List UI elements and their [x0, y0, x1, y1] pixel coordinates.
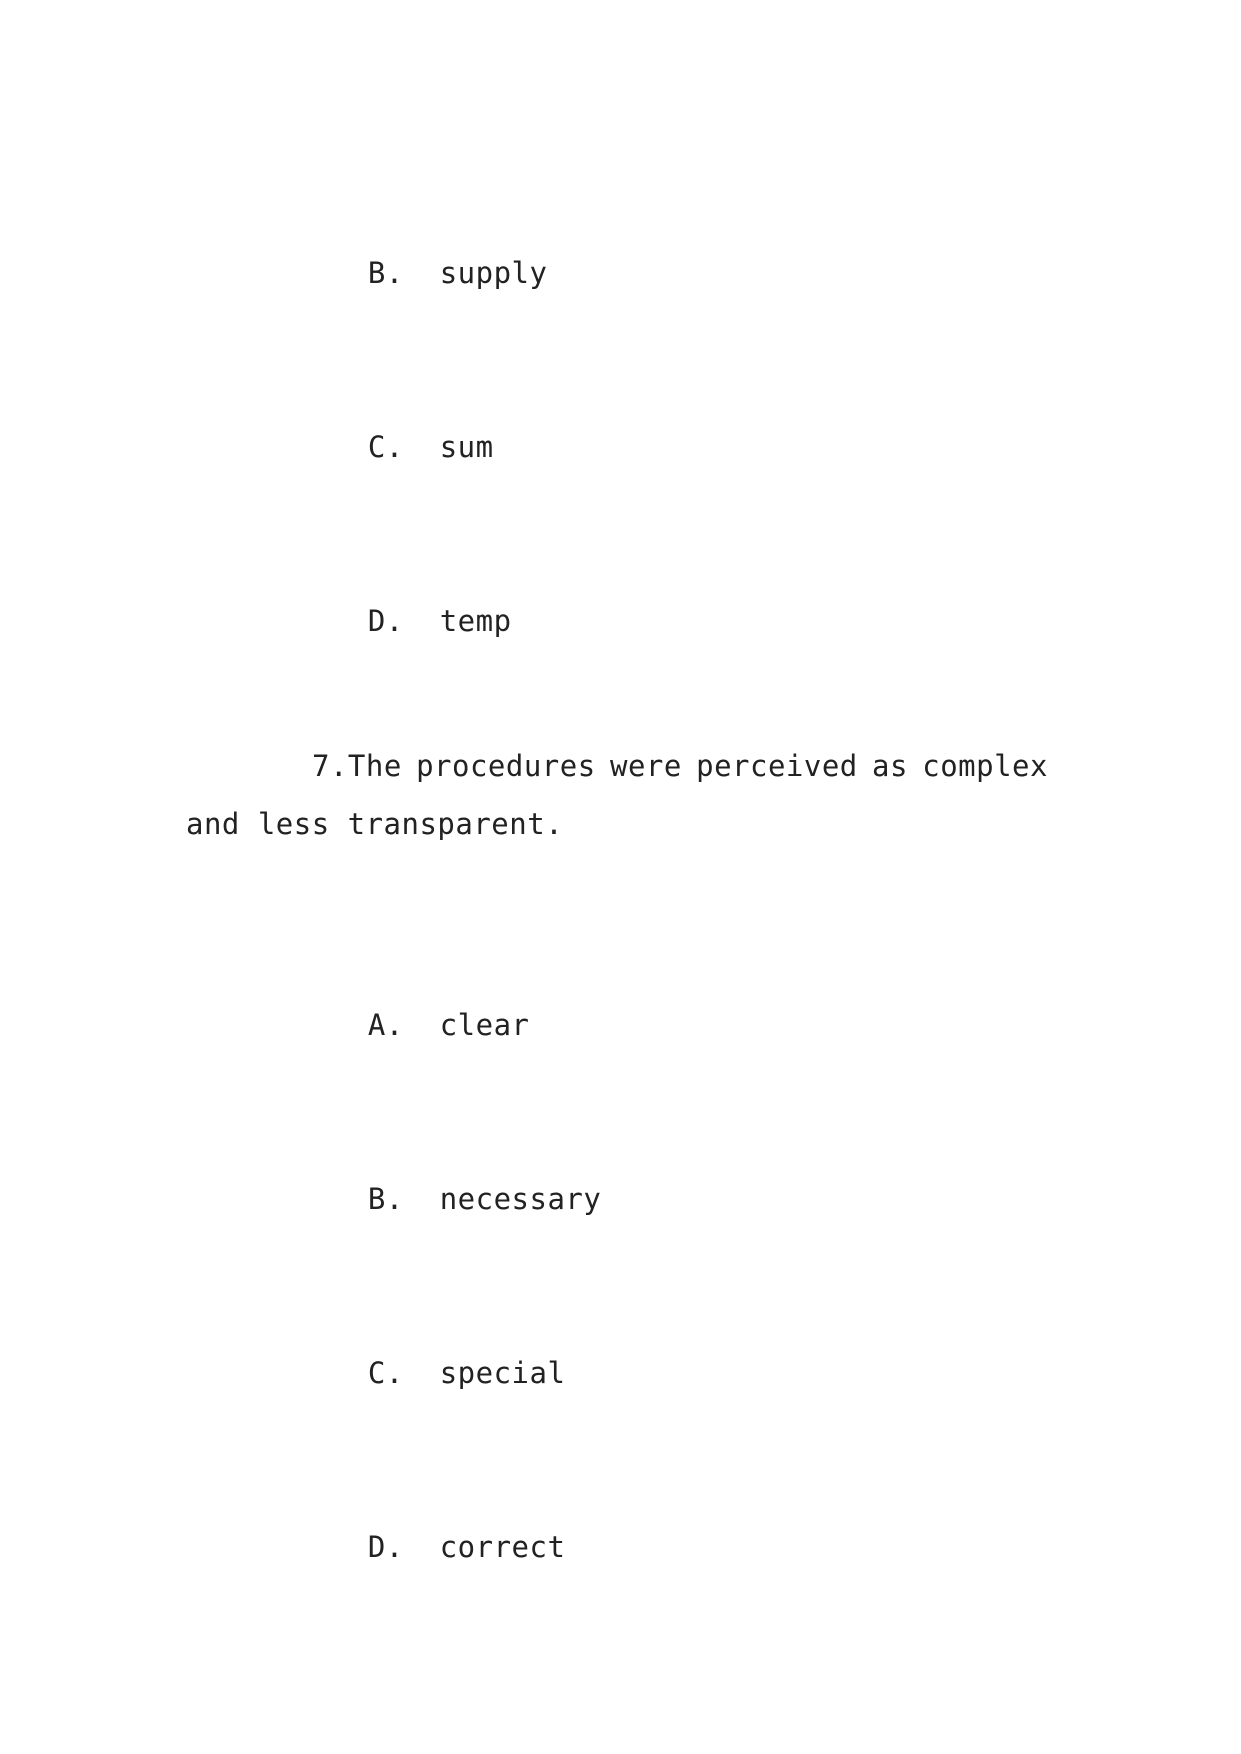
- option-letter: D.: [367, 1530, 404, 1564]
- q7-option-c: [296, 1330, 565, 1417]
- question-word: were: [609, 749, 682, 783]
- option-text: sum: [439, 430, 494, 464]
- option-letter: C.: [367, 1356, 404, 1390]
- q7-option-d: [296, 1504, 565, 1591]
- option-letter: B.: [367, 1182, 404, 1216]
- option-text: temp: [439, 604, 512, 638]
- question-7-stem-line-1: [186, 749, 1048, 783]
- option-letter: B.: [367, 256, 404, 290]
- option-text: special: [439, 1356, 566, 1390]
- option-text: correct: [439, 1530, 566, 1564]
- prev-option-c: [296, 404, 494, 491]
- option-text: supply: [439, 256, 548, 290]
- prev-option-d: [296, 578, 512, 665]
- q7-option-b: [296, 1156, 601, 1243]
- question-word: complex: [922, 749, 1048, 783]
- option-letter: D.: [367, 604, 404, 638]
- question-number-and-word: 7.The: [312, 749, 402, 783]
- question-word: as: [872, 749, 908, 783]
- option-text: clear: [439, 1008, 530, 1042]
- question-word: perceived: [696, 749, 858, 783]
- option-letter: A.: [367, 1008, 404, 1042]
- question-word: procedures: [416, 749, 596, 783]
- q7-option-a: [296, 982, 530, 1069]
- prev-option-b: [296, 230, 547, 317]
- option-text: necessary: [439, 1182, 602, 1216]
- option-letter: C.: [367, 430, 404, 464]
- question-7-stem-line-2: and less transparent.: [186, 807, 564, 841]
